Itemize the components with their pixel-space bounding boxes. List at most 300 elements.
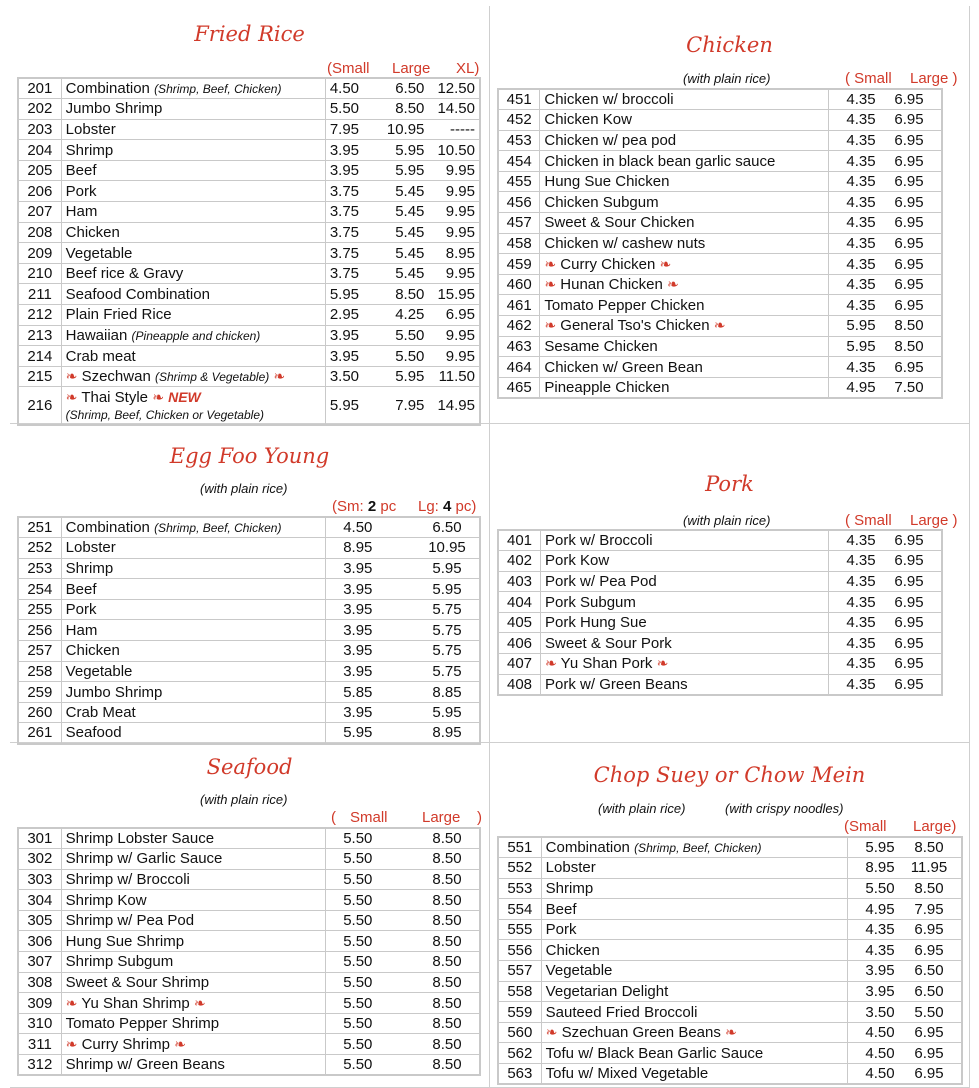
price-large: 5.75 [432,642,462,660]
price-small: 4.35 [846,173,876,191]
price-large: 8.50 [432,891,462,909]
item-name-cell [540,110,829,131]
item-name-cell [61,972,325,993]
price-group [330,581,475,598]
menu-item-row[interactable] [498,254,942,275]
item-name: Pork w/ Broccoli [545,532,653,550]
item-name: Combination [545,839,630,857]
price-cell [325,99,480,120]
item-name-cell [541,981,847,1002]
price-cell [325,828,480,849]
item-name: Hung Sue Chicken [544,173,670,191]
item-name: Tomato Pepper Chicken [544,296,705,314]
menu-item-row[interactable] [18,119,480,140]
price-large: 6.95 [914,1024,944,1042]
price-group [330,265,475,282]
item-name-cell [61,181,325,202]
price-large: 5.50 [395,326,425,344]
price-cell [325,284,480,305]
menu-item-row[interactable] [498,858,962,879]
menu-item-row[interactable] [498,377,942,398]
item-name-cell [541,899,847,920]
price-large: 6.95 [894,276,924,294]
item-name: Beef rice & Gravy [65,265,184,283]
menu-item-row[interactable] [18,160,480,181]
price-cell [828,336,942,357]
menu-item-row[interactable] [18,202,480,223]
price-small: 8.95 [865,859,895,877]
item-name-cell [61,1034,325,1055]
price-group [330,850,475,867]
price-large: 6.95 [894,214,924,232]
price-small: 4.35 [846,276,876,294]
item-description: (Pineapple and chicken) [131,328,261,343]
menu-item-row[interactable] [498,171,942,192]
price-large: 6.95 [894,593,924,611]
price-group [833,573,937,590]
price-small: 4.35 [865,921,895,939]
item-number: 464 [498,357,540,378]
price-small: 3.50 [865,1003,895,1021]
item-number: 251 [18,517,61,538]
item-number: 257 [18,641,61,662]
menu-item-row[interactable] [498,336,942,357]
item-name: Vegetarian Delight [545,982,669,1000]
menu-item-row[interactable] [18,346,480,367]
menu-item-row[interactable] [498,151,942,172]
item-name: Pork w/ Green Beans [545,675,688,693]
price-large: 5.45 [395,265,425,283]
price-cell [325,558,480,579]
menu-item-row[interactable] [18,78,480,99]
item-name-cell [61,849,325,870]
item-name: Shrimp Subgum [65,953,174,971]
price-group [330,203,475,220]
menu-item-row[interactable] [18,993,480,1014]
price-small: 3.75 [329,182,360,200]
price-cell [325,119,480,140]
menu-item-row[interactable] [18,1034,480,1055]
price-small: 4.35 [846,255,876,273]
menu-item-row[interactable] [498,837,962,858]
item-name: Shrimp w/ Green Beans [65,1056,225,1074]
menu-item-row[interactable] [498,940,962,961]
price-large: 6.95 [894,111,924,129]
item-name: Yu Shan Shrimp [81,994,190,1012]
item-name-cell [541,530,829,551]
price-xl: 15.95 [437,285,475,303]
price-small: 3.95 [865,982,895,1000]
spicy-leaf-icon: ❧ [545,655,557,672]
menu-item-row[interactable] [498,919,962,940]
price-small: 5.50 [343,1035,373,1053]
price-group [833,91,937,108]
price-large: 6.95 [894,131,924,149]
item-name: Crab Meat [65,704,136,722]
menu-item-row[interactable] [18,702,480,723]
price-cell [828,130,942,151]
menu-item-row[interactable] [18,181,480,202]
item-number: 306 [18,931,61,952]
item-number: 407 [498,654,541,675]
price-group [330,519,475,536]
item-name: Combination [65,519,150,537]
price-cell [325,579,480,600]
item-name: Tomato Pepper Shrimp [65,1015,220,1033]
item-number: 459 [498,254,540,275]
price-small: 5.50 [343,891,373,909]
price-large: 6.95 [894,675,924,693]
egg-foo-young-table [17,516,481,745]
section-title: Pork [705,472,754,496]
menu-item-row[interactable] [18,99,480,120]
price-small: 3.95 [343,559,373,577]
item-name-cell [541,612,829,633]
item-number: 311 [18,1034,61,1055]
menu-item-row[interactable] [18,325,480,346]
price-small: 3.95 [343,704,373,722]
item-name: Pork Hung Sue [545,614,647,632]
item-description: (Shrimp, Beef, Chicken) [634,841,762,856]
price-group [330,704,475,721]
item-number: 216 [18,387,61,426]
item-number: 562 [498,1043,541,1064]
item-number: 452 [498,110,540,131]
chop-suey-table [497,836,963,1085]
price-cell [828,530,942,551]
menu-item-row[interactable] [498,110,942,131]
menu-item-row[interactable] [18,910,480,931]
price-small: 5.95 [343,724,373,742]
item-name-cell [541,940,847,961]
item-name-cell [61,869,325,890]
menu-item-row[interactable] [498,1022,962,1043]
price-group [833,359,937,376]
menu-item-row[interactable] [498,633,942,654]
menu-item-row[interactable] [498,654,942,675]
price-large: 8.50 [432,830,462,848]
price-small: 3.75 [329,244,360,262]
menu-item-row[interactable] [498,1002,962,1023]
price-large: 8.50 [432,973,462,991]
item-name: Ham [65,203,98,221]
price-group [330,245,475,262]
price-group [852,839,957,856]
item-name-cell [61,1055,325,1076]
item-name: Pork w/ Pea Pod [545,572,657,590]
menu-item-row[interactable] [498,192,942,213]
menu-item-row[interactable] [18,538,480,559]
price-small: 5.50 [343,1015,373,1033]
column-header-xl: XL) [456,60,480,77]
chop-suey-panel [490,743,970,1088]
price-large: 5.95 [395,368,425,386]
menu-item-row[interactable] [18,579,480,600]
item-name-cell [541,1002,847,1023]
price-small: 5.50 [343,912,373,930]
price-xl: 6.95 [445,306,475,324]
price-group [833,235,937,252]
price-large: 6.95 [894,655,924,673]
item-name: Curry Chicken [560,255,656,273]
item-name-cell [540,233,829,254]
menu-item-row[interactable] [498,357,942,378]
price-cell [325,952,480,973]
menu-item-row[interactable] [498,130,942,151]
section-title: Egg Foo Young [169,444,330,468]
menu-item-row[interactable] [498,274,942,295]
item-name: Hunan Chicken [560,276,663,294]
section-subtitle-left: (with plain rice) [598,801,686,816]
price-large: 4.25 [395,306,425,324]
column-header-small: Small [350,809,388,826]
price-small: 5.95 [329,397,360,415]
item-number: 210 [18,263,61,284]
item-number: 209 [18,243,61,264]
price-group [833,655,937,672]
item-number: 403 [498,571,541,592]
price-large: 6.95 [894,234,924,252]
menu-item-row[interactable] [498,571,942,592]
price-small: 5.50 [865,879,895,897]
price-small: 3.75 [329,265,360,283]
item-name-cell [541,654,829,675]
item-number: 211 [18,284,61,305]
item-number: 261 [18,723,61,744]
new-badge: NEW [168,389,201,406]
menu-item-row[interactable] [18,869,480,890]
menu-item-row[interactable] [18,387,480,426]
price-group [330,162,475,179]
price-xl: 10.50 [437,141,475,159]
item-name-cell [540,171,829,192]
item-name: Sesame Chicken [544,337,658,355]
price-cell [828,110,942,131]
spicy-leaf-icon: ❧ [713,317,726,334]
price-group [330,100,475,117]
price-large: 11.95 [910,859,948,877]
menu-item-row[interactable] [18,682,480,703]
item-name: Thai Style [81,389,149,407]
price-large: 6.95 [894,634,924,652]
item-number: 214 [18,346,61,367]
menu-item-row[interactable] [18,931,480,952]
price-cell [828,89,942,110]
item-name: Sweet & Sour Chicken [544,214,695,232]
price-small: 5.50 [329,100,360,118]
item-name: Hawaiian [65,326,128,344]
fried-rice-panel [10,6,490,424]
price-group [852,880,957,897]
menu-item-row[interactable] [18,952,480,973]
menu-item-row[interactable] [18,599,480,620]
menu-item-row[interactable] [18,661,480,682]
item-name-cell [61,952,325,973]
item-name-cell [540,89,829,110]
item-name-cell [541,858,847,879]
price-large: 6.95 [914,1044,944,1062]
menu-item-row[interactable] [18,1055,480,1076]
price-group [330,306,475,323]
item-number: 462 [498,316,540,337]
menu-item-row[interactable] [18,305,480,326]
menu-item-row[interactable] [18,828,480,849]
menu-item-row[interactable] [18,284,480,305]
menu-item-row[interactable] [18,641,480,662]
item-name-cell [61,993,325,1014]
price-group [852,1024,957,1041]
item-name: Chicken w/ cashew nuts [544,234,706,252]
price-group [330,684,475,701]
menu-item-row[interactable] [18,849,480,870]
price-small: 4.50 [343,519,373,537]
price-small: 3.50 [329,368,360,386]
item-name-cell [540,192,829,213]
price-group [330,953,475,970]
price-large: 8.50 [894,317,924,335]
price-cell [828,674,942,695]
item-number: 203 [18,119,61,140]
item-name: Tofu w/ Black Bean Garlic Sauce [545,1044,764,1062]
menu-item-row[interactable] [498,878,962,899]
item-number: 259 [18,682,61,703]
menu-item-row[interactable] [18,243,480,264]
item-number: 406 [498,633,541,654]
item-number: 552 [498,858,541,879]
price-cell [828,151,942,172]
spicy-leaf-icon: ❧ [65,389,78,406]
item-name: Combination [65,80,150,98]
menu-item-row[interactable] [18,1013,480,1034]
menu-item-row[interactable] [18,890,480,911]
menu-item-row[interactable] [498,233,942,254]
menu-item-row[interactable] [18,263,480,284]
menu-item-row[interactable] [18,222,480,243]
item-name: Vegetable [65,662,133,680]
section-subtitle: (with plain rice) [683,71,771,86]
menu-item-row[interactable] [18,140,480,161]
price-large: 5.75 [432,621,462,639]
price-small: 5.50 [343,870,373,888]
price-group [833,532,937,549]
price-cell [847,837,962,858]
menu-item-row[interactable] [498,316,942,337]
item-name: Chicken w/ pea pod [544,131,677,149]
menu-item-row[interactable] [498,213,942,234]
menu-item-row[interactable] [498,1064,962,1085]
item-name-cell [61,599,325,620]
price-group [330,1056,475,1073]
price-large: 7.95 [914,900,944,918]
price-large: 6.95 [914,941,944,959]
item-name-cell [61,682,325,703]
price-group [852,962,957,979]
price-large: 5.95 [432,559,462,577]
spicy-leaf-icon: ❧ [544,276,557,293]
price-cell [325,723,480,744]
menu-item-row[interactable] [18,517,480,538]
price-small: 4.35 [846,593,876,611]
item-name-cell [61,243,325,264]
item-name-cell [61,538,325,559]
item-name-cell [61,723,325,744]
price-cell [828,654,942,675]
lg-label: Lg: [418,498,444,515]
menu-item-row[interactable] [498,981,962,1002]
item-name-cell [541,633,829,654]
menu-item-row[interactable] [498,592,942,613]
seafood-panel [10,743,490,1088]
menu-item-row[interactable] [498,89,942,110]
column-header-small: (Small [327,60,370,77]
price-large: 5.95 [395,162,425,180]
item-name-cell [61,620,325,641]
item-number: 554 [498,899,541,920]
menu-item-row[interactable] [498,674,942,695]
menu-item-row[interactable] [498,961,962,982]
price-small: 5.50 [343,830,373,848]
price-small: 7.95 [329,120,360,138]
menu-item-row[interactable] [18,366,480,387]
column-header-large: Large) [913,818,957,835]
price-cell [828,171,942,192]
price-small: 4.35 [846,152,876,170]
column-header-lg-pc [418,498,476,515]
price-large: 6.95 [894,296,924,314]
price-cell [828,295,942,316]
menu-item-row[interactable] [498,295,942,316]
item-number: 556 [498,940,541,961]
price-group [330,1015,475,1032]
price-group [833,338,937,355]
price-cell [325,890,480,911]
price-cell [828,274,942,295]
spicy-leaf-icon: ❧ [656,655,669,672]
price-large: 8.50 [395,100,425,118]
item-name-cell [540,213,829,234]
item-number: 404 [498,592,541,613]
item-name: General Tso's Chicken [560,317,710,335]
price-xl: 14.50 [437,100,475,118]
price-small: 3.95 [329,347,360,365]
menu-item-row[interactable] [18,972,480,993]
item-number: 206 [18,181,61,202]
menu-item-row[interactable] [18,558,480,579]
menu-item-row[interactable] [498,899,962,920]
item-number: 458 [498,233,540,254]
menu-item-row[interactable] [18,620,480,641]
spicy-leaf-icon: ❧ [65,1035,78,1052]
price-cell [325,869,480,890]
item-name-cell [61,140,325,161]
menu-item-row[interactable] [498,530,942,551]
price-small: 4.35 [846,193,876,211]
column-header-small: ( Small [845,70,892,87]
price-cell [325,160,480,181]
price-small: 3.95 [865,962,895,980]
price-small: 4.35 [846,675,876,693]
price-cell [325,682,480,703]
price-cell [325,346,480,367]
menu-item-row[interactable] [498,612,942,633]
price-group [330,663,475,680]
menu-item-row[interactable] [498,1043,962,1064]
spicy-leaf-icon: ❧ [544,317,557,334]
price-cell [325,599,480,620]
price-small: 5.50 [343,850,373,868]
menu-item-row[interactable] [498,551,942,572]
menu-item-row[interactable] [18,723,480,744]
